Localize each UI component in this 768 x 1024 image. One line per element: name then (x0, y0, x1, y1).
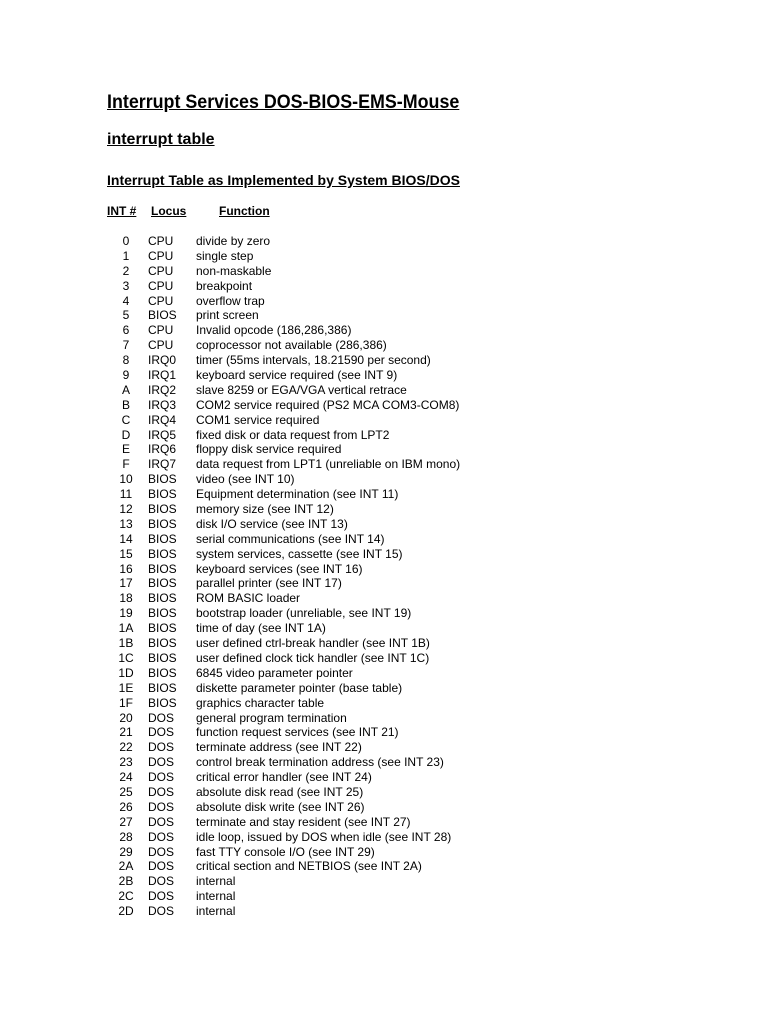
function-description: single step (196, 248, 254, 263)
locus: IRQ6 (148, 442, 177, 457)
int-number: 12 (119, 502, 133, 517)
table-row (0, 800, 768, 815)
int-number: 22 (119, 740, 133, 755)
function-description: ROM BASIC loader (196, 591, 301, 606)
int-number: 18 (119, 591, 133, 606)
locus: BIOS (148, 516, 177, 531)
locus: DOS (148, 784, 175, 799)
locus: CPU (148, 323, 174, 338)
table-row (0, 740, 768, 755)
int-number: 27 (119, 814, 133, 829)
locus: BIOS (148, 531, 177, 546)
table-row (0, 517, 768, 532)
table-row (0, 785, 768, 800)
function-description: Invalid opcode (186,286,386) (196, 323, 352, 338)
function-description: graphics character table (196, 695, 325, 710)
int-number: 29 (119, 844, 133, 859)
function-description: absolute disk write (see INT 26) (196, 799, 365, 814)
function-description: bootstrap loader (unreliable, see INT 19) (196, 606, 412, 621)
column-header-int: INT # (107, 204, 137, 218)
locus: IRQ3 (148, 397, 177, 412)
locus: IRQ7 (148, 457, 177, 472)
int-number: 13 (119, 516, 133, 531)
function-description: internal (196, 889, 236, 904)
locus: IRQ1 (148, 368, 177, 383)
table-row (0, 770, 768, 785)
int-number: 1D (118, 665, 134, 680)
locus: DOS (148, 814, 175, 829)
int-number: 11 (119, 487, 133, 502)
table-row (0, 487, 768, 502)
locus: BIOS (148, 695, 177, 710)
locus: BIOS (148, 546, 177, 561)
table-row (0, 428, 768, 443)
table-row (0, 830, 768, 845)
int-number: 10 (119, 472, 133, 487)
function-description: parallel printer (see INT 17) (196, 576, 342, 591)
int-number: 9 (122, 368, 130, 383)
function-description: absolute disk read (see INT 25) (196, 784, 364, 799)
column-header-locus: Locus (151, 204, 187, 218)
locus: BIOS (148, 636, 177, 651)
table-row (0, 874, 768, 889)
int-number: 26 (119, 799, 133, 814)
interrupt-table (0, 234, 768, 919)
table-row (0, 681, 768, 696)
table-row (0, 547, 768, 562)
int-number: 17 (119, 576, 133, 591)
locus: BIOS (148, 472, 177, 487)
table-row (0, 294, 768, 309)
locus: BIOS (148, 308, 177, 323)
locus: IRQ0 (148, 353, 177, 368)
locus: BIOS (148, 621, 177, 636)
table-row (0, 249, 768, 264)
int-number: 23 (119, 755, 133, 770)
locus: CPU (148, 248, 174, 263)
function-description: print screen (196, 308, 259, 323)
function-description: keyboard services (see INT 16) (196, 561, 363, 576)
locus: DOS (148, 874, 175, 889)
int-number: E (121, 442, 130, 457)
locus: BIOS (148, 591, 177, 606)
int-number: 1 (122, 248, 130, 263)
int-number: 20 (119, 710, 133, 725)
table-row (0, 636, 768, 651)
table-row (0, 591, 768, 606)
function-description: COM1 service required (196, 412, 320, 427)
table-row (0, 859, 768, 874)
table-row (0, 606, 768, 621)
locus: DOS (148, 740, 175, 755)
int-number: 2A (118, 859, 134, 874)
table-row (0, 413, 768, 428)
section-heading: Interrupt Table as Implemented by System BIOS/DOS (107, 172, 460, 188)
locus: CPU (148, 293, 174, 308)
locus: DOS (148, 710, 175, 725)
locus: DOS (148, 829, 175, 844)
function-description: user defined clock tick handler (see INT 1C) (196, 650, 430, 665)
int-number: 1C (118, 650, 134, 665)
int-number: 8 (122, 353, 130, 368)
int-number: 1E (118, 680, 134, 695)
table-row (0, 368, 768, 383)
locus: BIOS (148, 487, 177, 502)
table-row (0, 308, 768, 323)
locus: BIOS (148, 680, 177, 695)
int-number: 4 (122, 293, 130, 308)
function-description: 6845 video parameter pointer (196, 665, 353, 680)
locus: DOS (148, 755, 175, 770)
locus: BIOS (148, 665, 177, 680)
table-row (0, 532, 768, 547)
table-row (0, 651, 768, 666)
table-row (0, 666, 768, 681)
locus: BIOS (148, 650, 177, 665)
table-row (0, 383, 768, 398)
table-row (0, 264, 768, 279)
page-title: Interrupt Services DOS-BIOS-EMS-Mouse (107, 92, 460, 113)
table-row (0, 234, 768, 249)
locus: DOS (148, 904, 175, 919)
table-row (0, 323, 768, 338)
function-description: internal (196, 904, 236, 919)
function-description: control break termination address (see INT 23) (196, 755, 444, 770)
locus: BIOS (148, 606, 177, 621)
table-row (0, 442, 768, 457)
table-row (0, 621, 768, 636)
locus: CPU (148, 338, 174, 353)
function-description: fast TTY console I/O (see INT 29) (196, 844, 375, 859)
table-row (0, 502, 768, 517)
function-description: user defined ctrl-break handler (see INT 1B) (196, 636, 430, 651)
int-number: 1A (118, 621, 134, 636)
function-description: system services, cassette (see INT 15) (196, 546, 403, 561)
function-description: Equipment determination (see INT 11) (196, 487, 399, 502)
function-description: serial communications (see INT 14) (196, 531, 385, 546)
function-description: idle loop, issued by DOS when idle (see INT 28) (196, 829, 452, 844)
table-row (0, 398, 768, 413)
locus: BIOS (148, 561, 177, 576)
locus: BIOS (148, 502, 177, 517)
function-description: timer (55ms intervals, 18.21590 per second) (196, 353, 431, 368)
locus: IRQ5 (148, 427, 177, 442)
int-number: 25 (119, 784, 133, 799)
function-description: COM2 service required (PS2 MCA COM3-COM8) (196, 397, 460, 412)
page-subtitle: interrupt table (107, 131, 215, 148)
table-row (0, 562, 768, 577)
locus: CPU (148, 263, 174, 278)
int-number: 2B (118, 874, 134, 889)
int-number: 15 (119, 546, 133, 561)
function-description: terminate address (see INT 22) (196, 740, 362, 755)
table-row (0, 472, 768, 487)
int-number: D (121, 427, 131, 442)
table-row (0, 279, 768, 294)
function-description: terminate and stay resident (see INT 27) (196, 814, 411, 829)
function-description: critical section and NETBIOS (see INT 2A) (196, 859, 422, 874)
function-description: fixed disk or data request from LPT2 (196, 427, 390, 442)
int-number: 21 (119, 725, 133, 740)
function-description: time of day (see INT 1A) (196, 621, 326, 636)
column-header-function: Function (219, 204, 270, 218)
function-description: breakpoint (196, 278, 253, 293)
function-description: coprocessor not available (286,386) (196, 338, 387, 353)
locus: CPU (148, 234, 174, 248)
int-number: 5 (122, 308, 130, 323)
function-description: divide by zero (196, 234, 271, 248)
int-number: 2D (118, 904, 134, 919)
table-row (0, 815, 768, 830)
int-number: 6 (122, 323, 130, 338)
table-row (0, 576, 768, 591)
int-number: 1F (118, 695, 133, 710)
table-row (0, 696, 768, 711)
int-number: 2C (118, 889, 134, 904)
function-description: video (see INT 10) (196, 472, 295, 487)
int-number: C (121, 412, 131, 427)
locus: DOS (148, 859, 175, 874)
function-description: memory size (see INT 12) (196, 502, 334, 517)
locus: IRQ2 (148, 382, 177, 397)
function-description: disk I/O service (see INT 13) (196, 516, 348, 531)
int-number: 24 (119, 770, 133, 785)
int-number: 1B (118, 636, 134, 651)
locus: DOS (148, 844, 175, 859)
int-number: 2 (122, 263, 130, 278)
table-row (0, 338, 768, 353)
function-description: floppy disk service required (196, 442, 342, 457)
table-row (0, 755, 768, 770)
table-row (0, 711, 768, 726)
table-row (0, 353, 768, 368)
function-description: slave 8259 or EGA/VGA vertical retrace (196, 382, 407, 397)
function-description: overflow trap (196, 293, 265, 308)
locus: DOS (148, 799, 175, 814)
function-description: internal (196, 874, 236, 889)
int-number: 16 (119, 561, 133, 576)
locus: IRQ4 (148, 412, 177, 427)
table-row (0, 845, 768, 860)
table-row (0, 725, 768, 740)
int-number: 14 (119, 531, 133, 546)
locus: CPU (148, 278, 174, 293)
function-description: critical error handler (see INT 24) (196, 770, 372, 785)
int-number: B (121, 397, 130, 412)
locus: BIOS (148, 576, 177, 591)
table-row (0, 889, 768, 904)
function-description: diskette parameter pointer (base table) (196, 680, 403, 695)
function-description: data request from LPT1 (unreliable on IBM mono) (196, 457, 461, 472)
locus: DOS (148, 725, 175, 740)
int-number: 28 (119, 829, 133, 844)
function-description: non-maskable (196, 263, 272, 278)
locus: DOS (148, 889, 175, 904)
table-row (0, 904, 768, 919)
int-number: F (122, 457, 130, 472)
int-number: 7 (122, 338, 130, 353)
int-number: 3 (122, 278, 130, 293)
int-number: A (121, 382, 130, 397)
int-number: 0 (122, 234, 130, 248)
table-row (0, 457, 768, 472)
function-description: function request services (see INT 21) (196, 725, 399, 740)
function-description: keyboard service required (see INT 9) (196, 368, 398, 383)
int-number: 19 (119, 606, 133, 621)
function-description: general program termination (196, 710, 347, 725)
locus: DOS (148, 770, 175, 785)
